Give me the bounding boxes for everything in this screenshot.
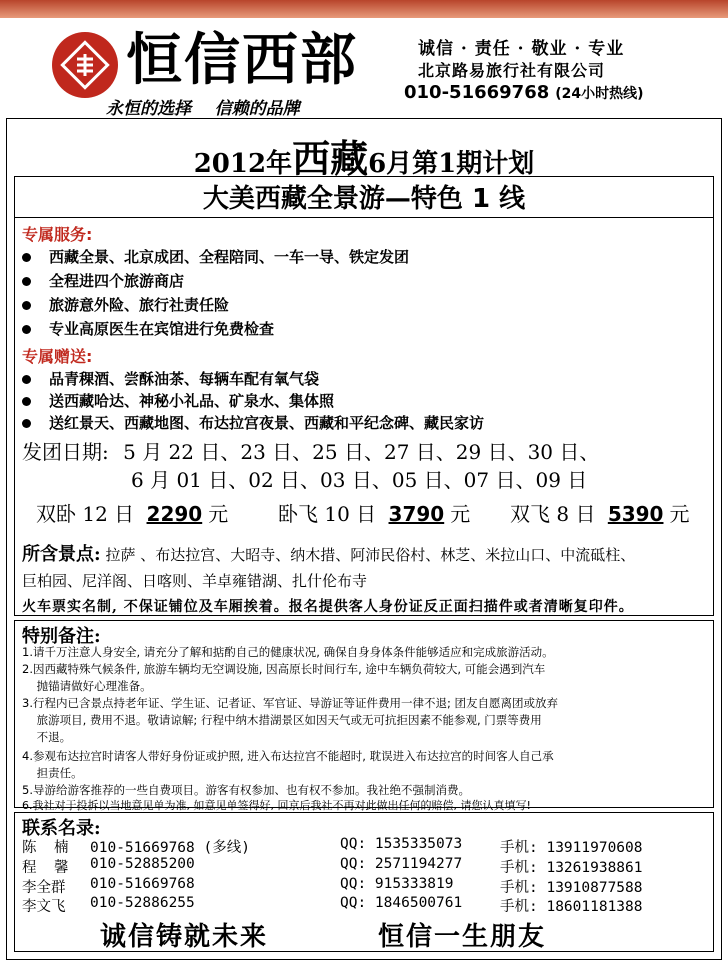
note-line: 抛锚请做好心理准备。	[22, 679, 152, 693]
note-line: 4.参观布达拉宫时请客人带好身份证或护照, 进入布达拉宫不能超时, 耽误进入布达拉宫的时间客人自己承	[22, 749, 554, 763]
footer-slogan-left: 诚信铸就未来	[100, 922, 269, 952]
sights-list: 巨柏园、尼洋阁、日喀则、羊卓雍错湖、扎什伦布寺	[22, 572, 368, 590]
contact-mobile: 手机: 18601181388	[500, 899, 643, 915]
contact-qq: QQ: 2571194277	[340, 856, 463, 872]
note-line: 5.导游给游客推荐的一些自费项目。游客有权参加、也有权不参加。我社绝不强制消费。	[22, 783, 470, 797]
top-color-band	[0, 0, 728, 18]
price-amount: 5390	[607, 502, 664, 526]
sights-list: 拉萨 、布达拉宫、大昭寺、纳木措、阿沛民俗村、林芝、米拉山口、中流砥柱、	[105, 546, 636, 564]
contact-name: 程 馨	[22, 860, 69, 876]
plan-title-destination: 西藏	[292, 136, 369, 181]
contact-tel: 010-52886255	[90, 895, 195, 911]
note-line: 1.请千万注意人身安全, 请充分了解和掂酌自己的健康状况, 确保自身身体条件能够适应和完成旅游活动。	[22, 645, 554, 659]
list-item: 西藏全景、北京成团、全程陪同、一车一导、铁定发团	[22, 246, 409, 267]
contact-qq: QQ: 1535335073	[340, 836, 463, 852]
contact-name: 陈 楠	[22, 840, 69, 856]
plan-title-period: 6月第1期计划	[368, 149, 535, 179]
contact-qq: QQ: 1846500761	[340, 895, 463, 911]
note-line: 3.行程内已含景点持老年证、学生证、记者证、军官证、导游证等证件费用一律不退; 团友自愿离团或放弃	[22, 696, 558, 710]
note-line: 旅游项目, 费用不退。敬请谅解; 行程中纳木措湖景区如因天气或无可抗拒因素不能参观, 门票等费用	[22, 713, 542, 727]
service-label: 专属服务:	[22, 225, 93, 244]
contact-mobile: 手机: 13911970608	[500, 840, 643, 856]
divider	[14, 217, 714, 218]
contact-mobile: 手机: 13261938861	[500, 860, 643, 876]
note-line: 6.我社对于投拆以当地意见单为准, 如意见单签得好, 回京后我社不再对此做出任何的赔偿, 请您认真填写!	[22, 799, 531, 812]
brand-name: 恒信西部	[126, 27, 358, 93]
route-title: 大美西藏全景游—特色 1 线	[202, 184, 526, 214]
list-item: 旅游意外险、旅行社责任险	[22, 294, 229, 315]
departure-dates: 5 月 22 日、23 日、25 日、27 日、29 日、30 日、	[123, 440, 600, 464]
contact-tel: 010-51669768 (多线)	[90, 840, 250, 856]
footer-slogan-right: 恒信一生朋友	[378, 922, 547, 952]
price-item: 卧飞 10 日 3790 元	[278, 502, 471, 526]
note-line: 不退。	[22, 730, 72, 744]
list-item: 送西藏哈达、神秘小礼品、矿泉水、集体照	[22, 390, 334, 411]
price-amount: 2290	[146, 502, 203, 526]
price-amount: 3790	[388, 502, 445, 526]
departure-label: 发团日期:	[22, 440, 109, 464]
sights-label: 所含景点:	[22, 544, 101, 565]
header	[0, 18, 728, 118]
contact-mobile: 手机: 13910877588	[500, 880, 643, 896]
price-item: 双飞 8 日 5390 元	[510, 502, 690, 526]
notes-label: 特别备注:	[22, 626, 101, 647]
plan-title-year: 2012年	[193, 149, 293, 179]
contact-qq: QQ: 915333819	[340, 876, 454, 892]
logo-seal-icon	[52, 32, 118, 98]
note-line: 2.因西藏特殊气候条件, 旅游车辆均无空调设施, 因高原长时间行车, 途中车辆负荷较大, 可能会遇到汽车	[22, 662, 546, 676]
contact-tel: 010-52885200	[90, 856, 195, 872]
hotline-note: (24小时热线)	[555, 86, 644, 102]
contact-name: 李文飞	[22, 899, 66, 915]
departure-dates-line1	[22, 436, 599, 465]
ticket-note: 火车票实名制, 不保证铺位及车厢挨着。报名提供客人身份证反正面扫描件或者清晰复印件。	[22, 599, 634, 615]
sights	[22, 542, 712, 594]
plan-title	[0, 128, 728, 183]
departure-dates-line2: 6 月 01 日、02 日、03 日、05 日、07 日、09 日	[131, 468, 588, 492]
brand-slogan: 永恒的选择 信赖的品牌	[106, 99, 300, 119]
list-item: 全程进四个旅游商店	[22, 270, 184, 291]
company-name: 北京路易旅行社有限公司	[418, 61, 606, 80]
company-values: 诚信 · 责任 · 敬业 · 专业	[418, 39, 625, 59]
price-item: 双卧 12 日 2290 元	[36, 502, 229, 526]
list-item: 送红景天、西藏地图、布达拉宫夜景、西藏和平纪念碑、藏民家访	[22, 412, 484, 433]
hotline	[404, 82, 644, 103]
list-item: 专业高原医生在宾馆进行免费检查	[22, 318, 274, 339]
contact-tel: 010-51669768	[90, 876, 195, 892]
gifts-label: 专属赠送:	[22, 347, 93, 366]
contact-name: 李全群	[22, 880, 66, 896]
list-item: 品青稞酒、尝酥油茶、每辆车配有氧气袋	[22, 368, 319, 389]
note-line: 担责任。	[22, 766, 83, 780]
contacts-label: 联系名录:	[22, 818, 101, 839]
hotline-number: 010-51669768	[404, 82, 550, 103]
